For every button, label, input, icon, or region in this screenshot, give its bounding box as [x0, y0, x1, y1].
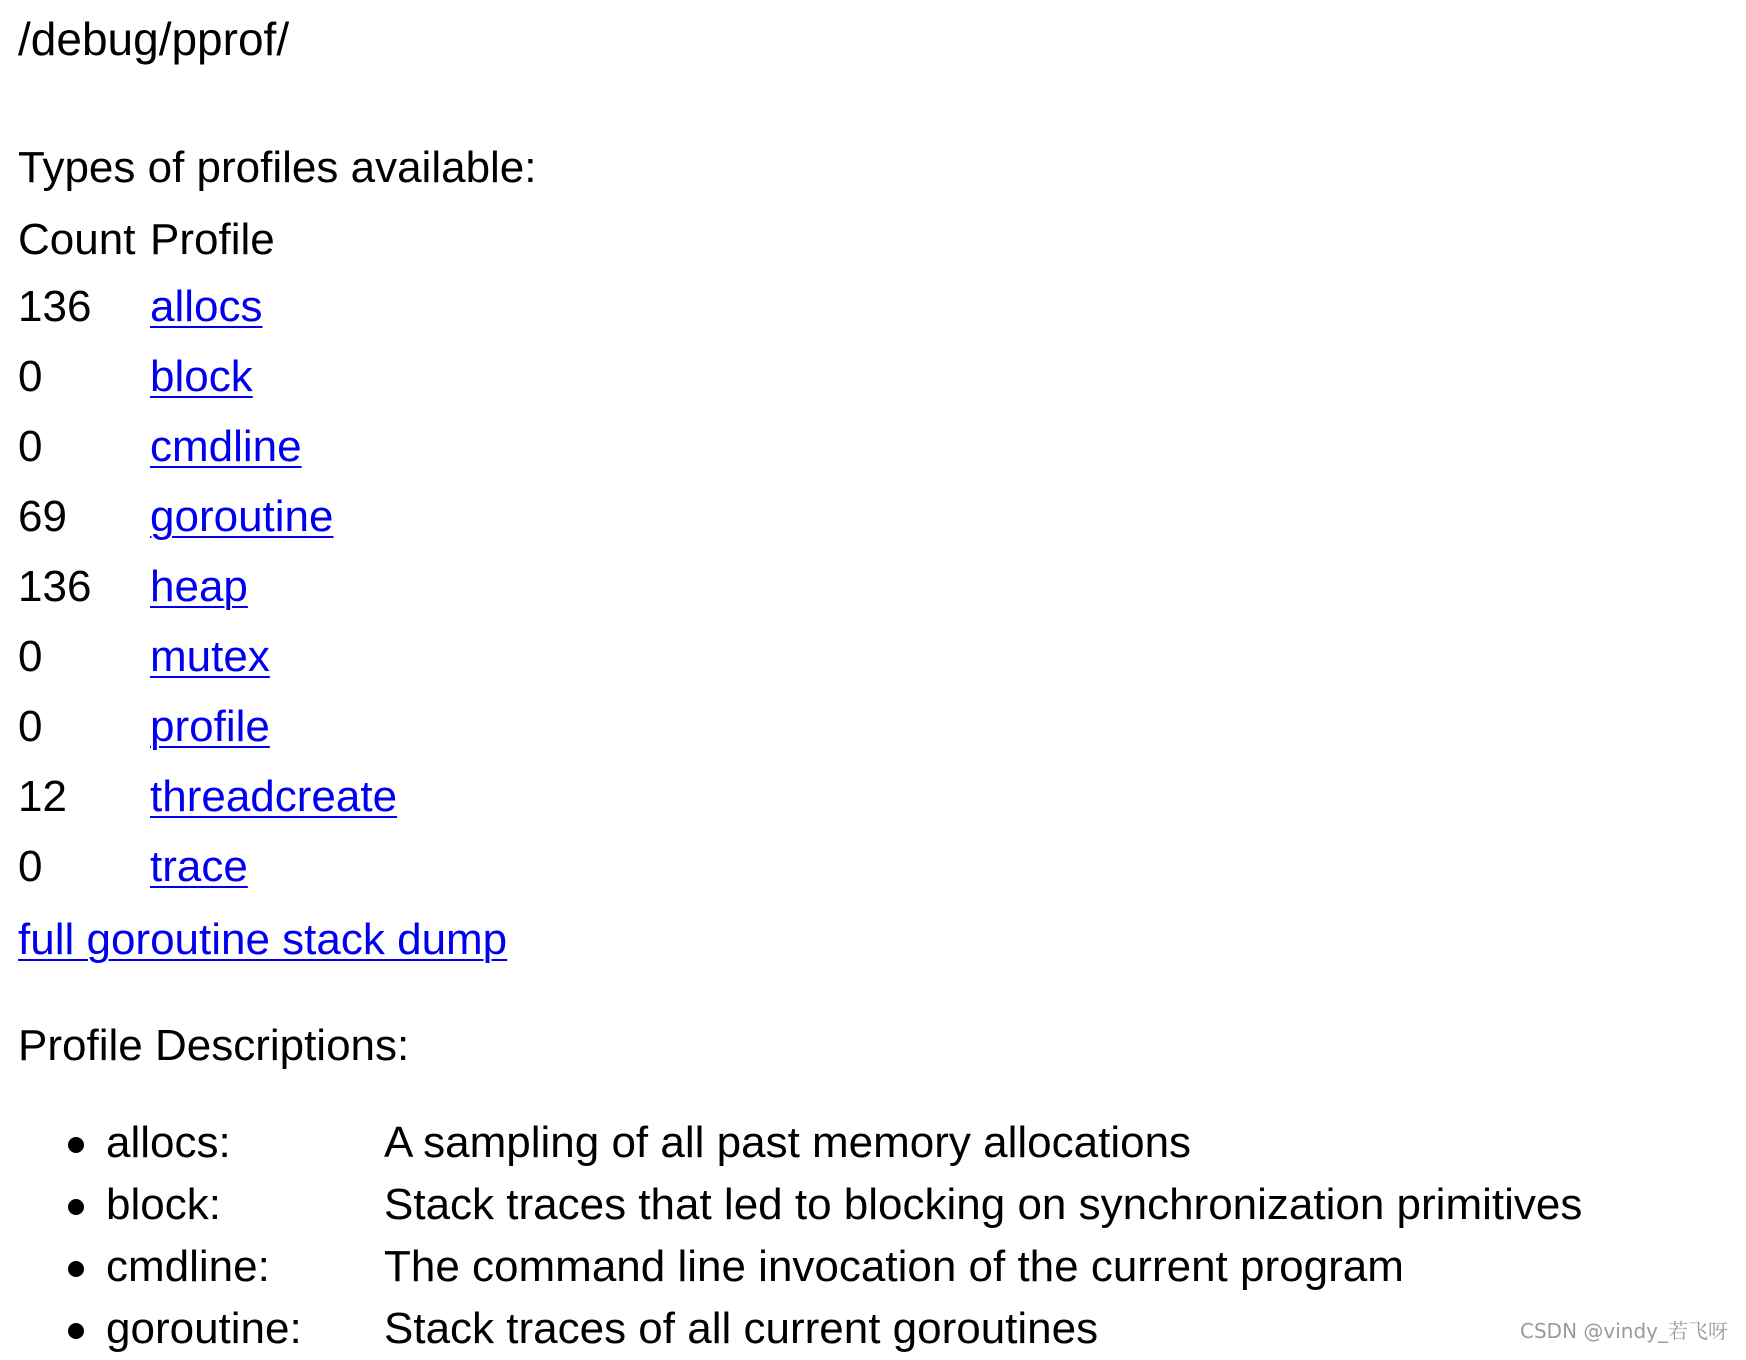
- description-text: A sampling of all past memory allocations: [384, 1118, 1192, 1167]
- profile-cell: [150, 482, 397, 552]
- column-header-count: Count: [18, 215, 136, 264]
- profile-count: 136: [18, 282, 92, 331]
- description-term: block:: [106, 1180, 221, 1229]
- profile-cell: [150, 552, 397, 622]
- table-row: [18, 272, 397, 342]
- profile-count: 12: [18, 772, 67, 821]
- profile-link-cmdline[interactable]: cmdline: [150, 422, 302, 471]
- profile-cell: [150, 412, 397, 482]
- full-goroutine-dump-link[interactable]: full goroutine stack dump: [18, 915, 508, 964]
- profile-count: 0: [18, 632, 43, 681]
- profile-cell: [150, 342, 397, 412]
- descriptions-heading: Profile Descriptions:: [18, 1021, 410, 1070]
- table-row: [18, 762, 397, 832]
- profile-cell: [150, 622, 397, 692]
- description-text: Stack traces of all current goroutines: [384, 1304, 1099, 1353]
- profile-cell: [150, 272, 397, 342]
- table-row: [18, 692, 397, 762]
- list-item: [18, 1174, 1582, 1236]
- profile-cell: [150, 832, 397, 902]
- description-text: Stack traces that led to blocking on synchronization primitives: [384, 1180, 1583, 1229]
- table-header-row: [18, 208, 397, 272]
- profile-link-threadcreate[interactable]: threadcreate: [150, 772, 398, 821]
- profile-link-goroutine[interactable]: goroutine: [150, 492, 334, 541]
- profile-link-allocs[interactable]: allocs: [150, 282, 263, 331]
- types-heading: Types of profiles available:: [18, 143, 537, 192]
- table-row: [18, 412, 397, 482]
- table-row: [18, 622, 397, 692]
- page-title: /debug/pprof/: [18, 13, 290, 65]
- profile-link-trace[interactable]: trace: [150, 842, 248, 891]
- table-row: [18, 552, 397, 622]
- profile-link-mutex[interactable]: mutex: [150, 632, 270, 681]
- table-row: [18, 832, 397, 902]
- description-text: The command line invocation of the current program: [384, 1242, 1404, 1291]
- profile-cell: [150, 692, 397, 762]
- pprof-index-page: [18, 0, 1746, 1358]
- profile-count: 136: [18, 562, 92, 611]
- column-header-profile: Profile: [150, 215, 275, 264]
- bullet-icon: [68, 1199, 84, 1215]
- profile-count: 0: [18, 702, 43, 751]
- profile-count: 0: [18, 352, 43, 401]
- profile-link-profile[interactable]: profile: [150, 702, 270, 751]
- list-item: [18, 1298, 1582, 1360]
- bullet-icon: [68, 1323, 84, 1339]
- profile-count: 0: [18, 422, 43, 471]
- table-row: [18, 342, 397, 412]
- profiles-table: [12, 208, 403, 902]
- watermark: CSDN @vindy_若飞呀: [1520, 1319, 1728, 1343]
- bullet-icon: [68, 1261, 84, 1277]
- profile-link-heap[interactable]: heap: [150, 562, 248, 611]
- list-item: [18, 1112, 1582, 1174]
- profile-count: 69: [18, 492, 67, 541]
- description-term: allocs:: [106, 1118, 231, 1167]
- profile-count: 0: [18, 842, 43, 891]
- description-term: cmdline:: [106, 1242, 270, 1291]
- profile-cell: [150, 762, 397, 832]
- list-item: [18, 1236, 1582, 1298]
- table-row: [18, 482, 397, 552]
- profile-link-block[interactable]: block: [150, 352, 253, 401]
- bullet-icon: [68, 1137, 84, 1153]
- descriptions-list: [18, 1112, 1582, 1360]
- description-term: goroutine:: [106, 1304, 302, 1353]
